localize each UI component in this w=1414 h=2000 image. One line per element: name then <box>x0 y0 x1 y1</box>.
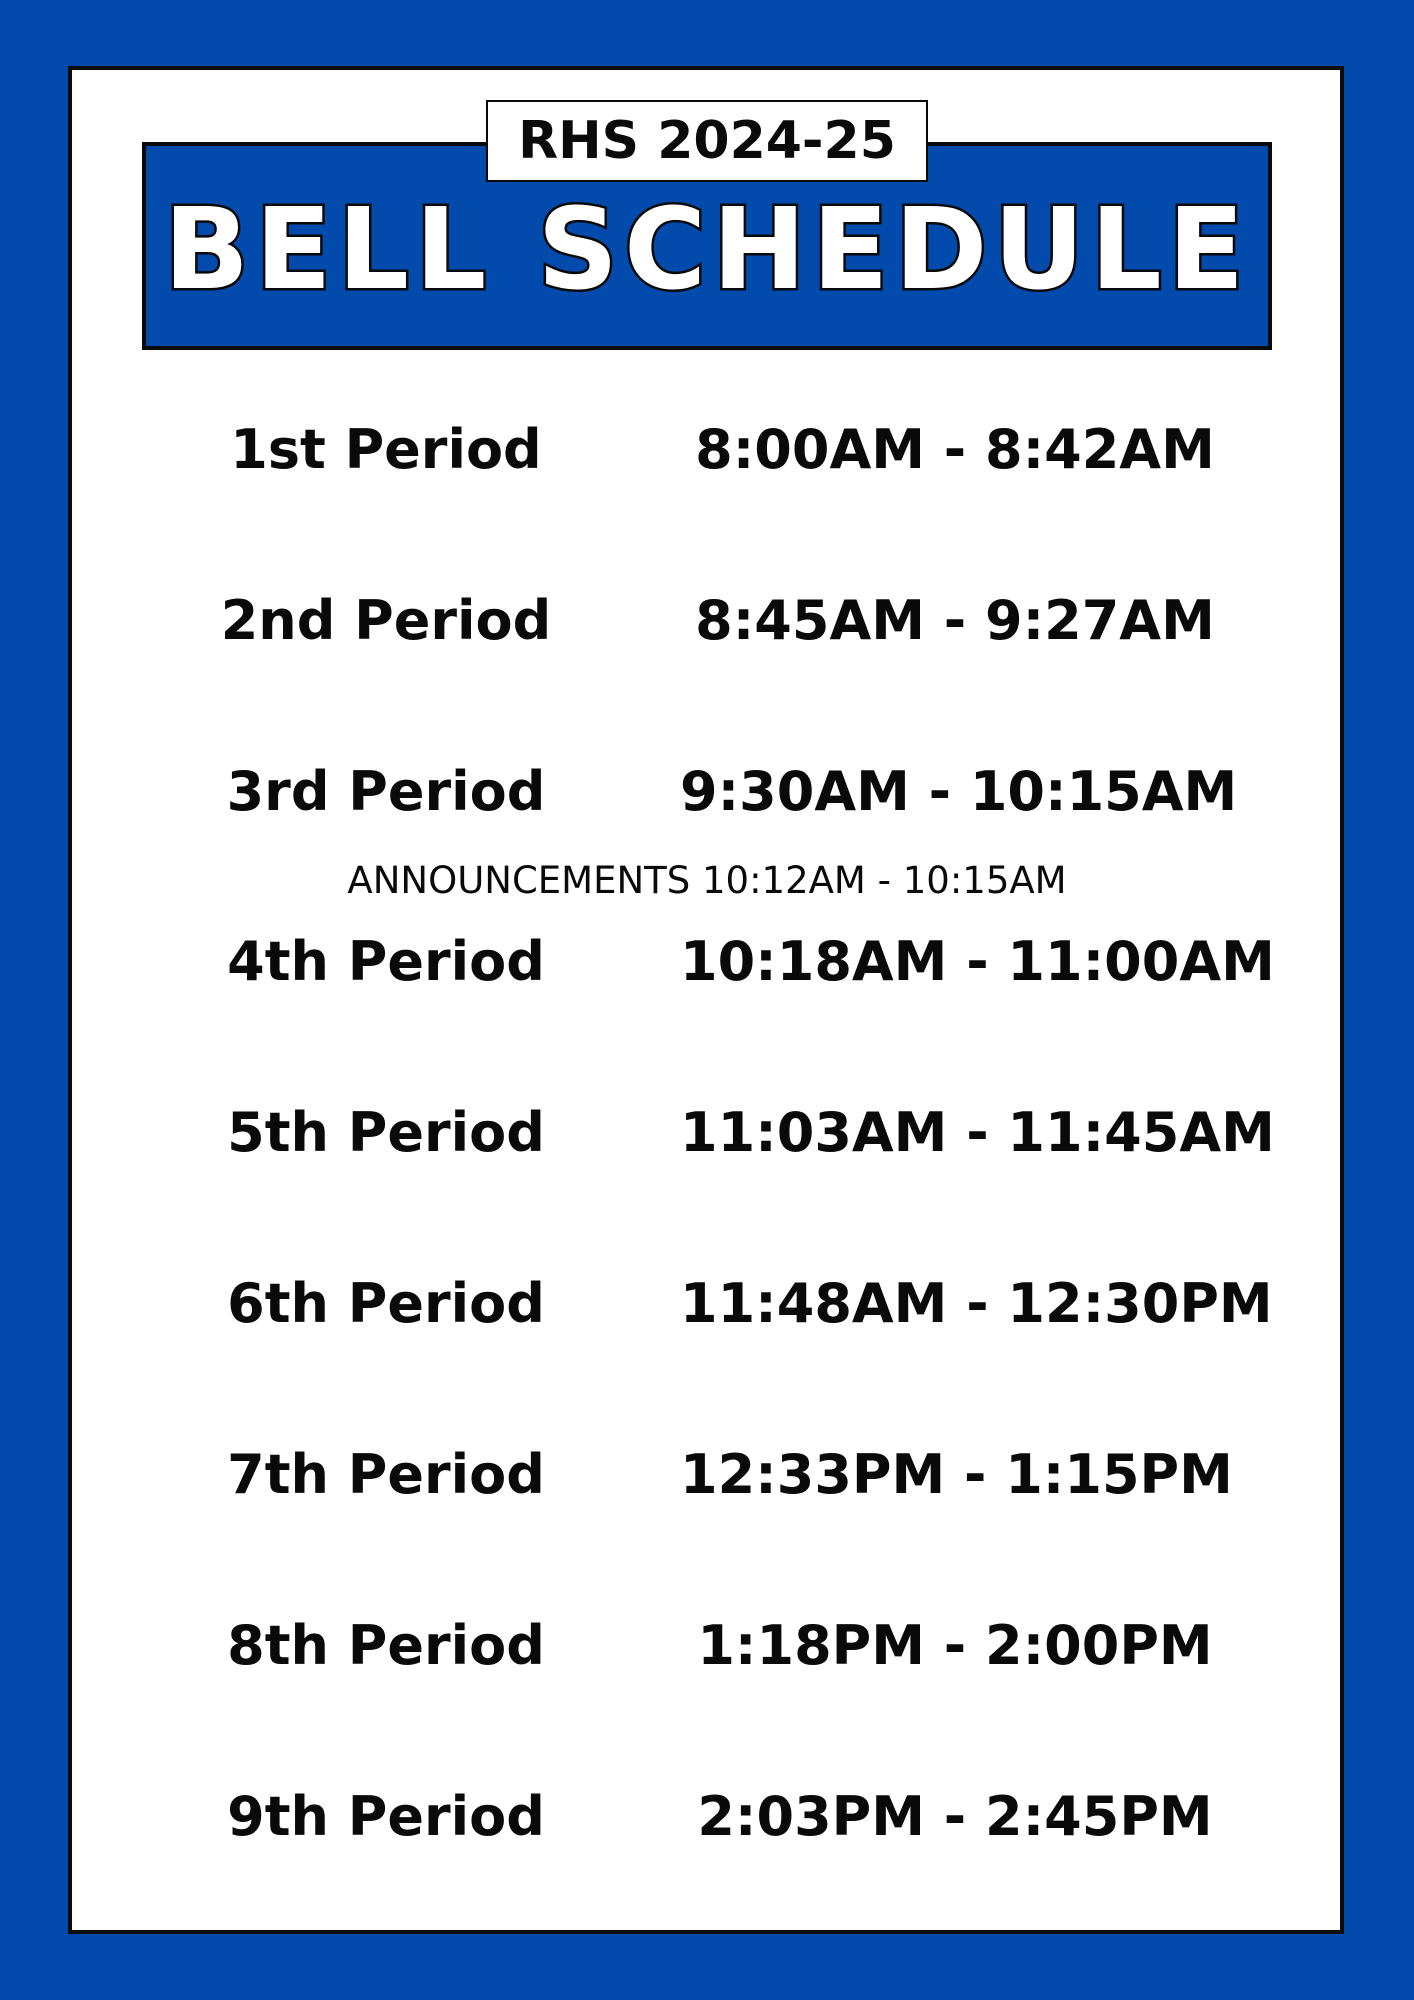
schedule-row <box>0 1093 1414 1173</box>
schedule-row <box>0 1777 1414 1857</box>
period-label: 9th Period <box>227 1785 545 1848</box>
period-label: 8th Period <box>227 1614 545 1677</box>
period-time: 10:18AM - 11:00AM <box>680 930 1275 993</box>
period-label: 6th Period <box>227 1272 545 1335</box>
school-year-label: RHS 2024-25 <box>486 100 928 182</box>
period-time: 12:33PM - 1:15PM <box>680 1443 1233 1506</box>
period-label: 1st Period <box>230 418 542 481</box>
schedule-row <box>0 1606 1414 1686</box>
schedule-row <box>0 1264 1414 1344</box>
period-time: 9:30AM - 10:15AM <box>680 760 1238 823</box>
period-label: 4th Period <box>227 930 545 993</box>
announcements-note: ANNOUNCEMENTS 10:12AM - 10:15AM <box>347 859 1067 902</box>
period-label: 3rd Period <box>226 760 546 823</box>
period-time: 8:45AM - 9:27AM <box>695 589 1215 652</box>
period-label: 5th Period <box>227 1101 545 1164</box>
period-time: 11:03AM - 11:45AM <box>680 1101 1275 1164</box>
schedule-row <box>0 752 1414 832</box>
period-label: 2nd Period <box>220 589 552 652</box>
schedule-row <box>0 1435 1414 1515</box>
schedule-row <box>0 581 1414 661</box>
schedule-row <box>0 922 1414 1002</box>
page-title: BELL SCHEDULE <box>163 185 1251 315</box>
period-time: 11:48AM - 12:30PM <box>680 1272 1273 1335</box>
period-time: 2:03PM - 2:45PM <box>697 1785 1213 1848</box>
period-time: 8:00AM - 8:42AM <box>695 418 1215 481</box>
period-time: 1:18PM - 2:00PM <box>697 1614 1213 1677</box>
period-label: 7th Period <box>227 1443 545 1506</box>
schedule-row <box>0 410 1414 490</box>
